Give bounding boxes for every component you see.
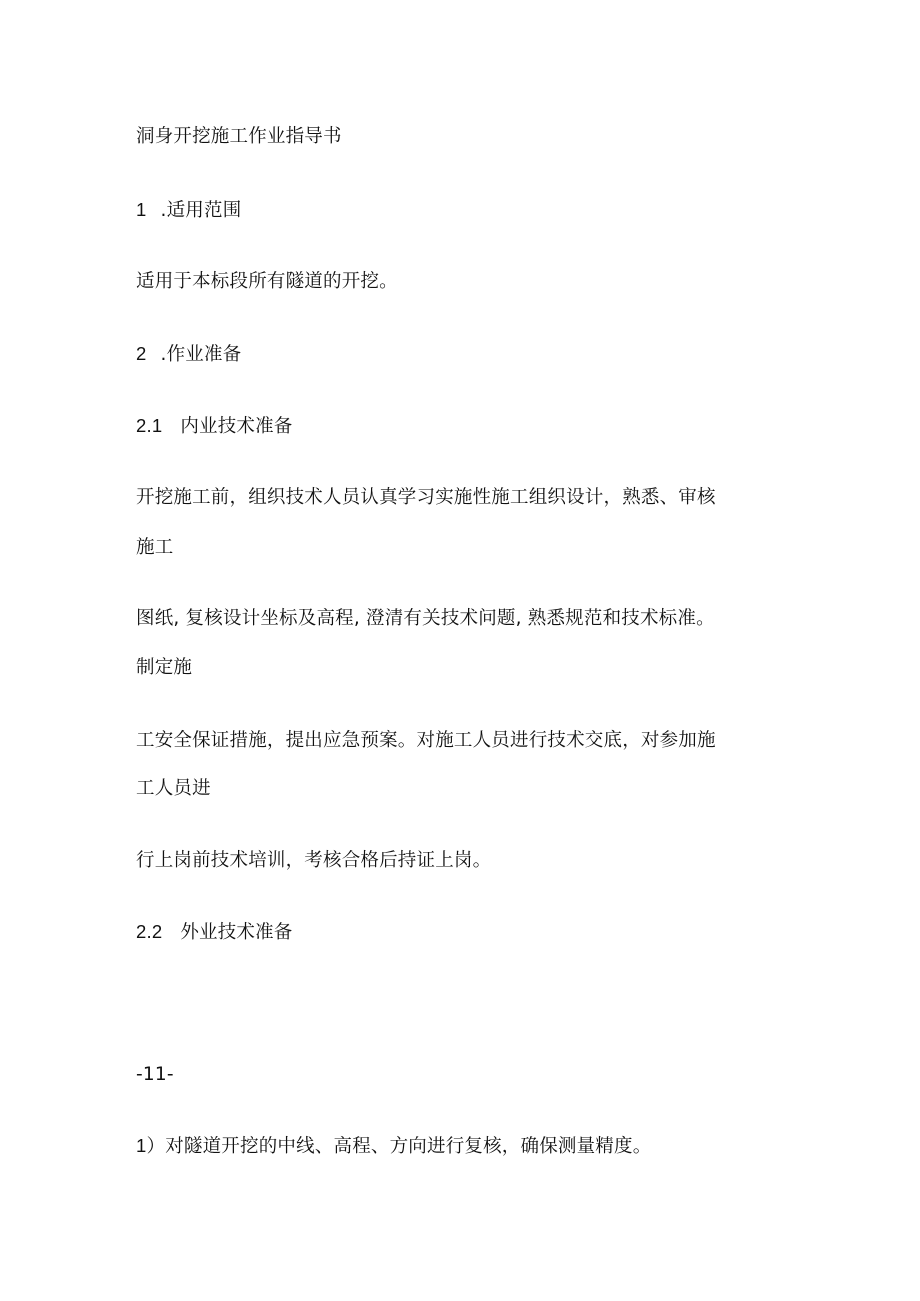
section-2-2-title: 外业技术准备: [180, 922, 293, 943]
list-item: [136, 1134, 651, 1159]
section-2-heading: [136, 342, 241, 367]
section-1-heading: [136, 198, 241, 223]
section-2-1-body-line: 行上岗前技术培训，考核合格后持证上岗。: [136, 850, 492, 871]
section-2-number: 2: [136, 343, 147, 364]
section-2-1-body-line: 工安全保证措施，提出应急预案。对施工人员进行技术交底，对参加施: [136, 730, 716, 751]
section-2-1-heading: [136, 414, 293, 439]
section-2-1-body-line: 制定施: [136, 657, 193, 678]
section-2-1-body-line: 开挖施工前，组织技术人员认真学习实施性施工组织设计，熟悉、审核: [136, 487, 716, 508]
section-2-1-body-line: 工人员进: [136, 778, 211, 799]
section-1-title: 适用范围: [166, 200, 242, 221]
document-title: 洞身开挖施工作业指导书: [136, 126, 342, 147]
list-item-number: 1: [136, 1135, 147, 1156]
section-2-2-heading: [136, 920, 293, 945]
section-2-separator: .: [160, 344, 167, 365]
page-number: -11-: [136, 1064, 174, 1085]
section-2-1-number: 2.1: [136, 415, 163, 436]
section-1-number: 1: [136, 199, 147, 220]
list-item-text: 对隧道开挖的中线、高程、方向进行复核，确保测量精度。: [165, 1136, 652, 1157]
section-2-title: 作业准备: [166, 344, 242, 365]
section-1-body: 适用于本标段所有隧道的开挖。: [136, 271, 398, 292]
section-2-2-number: 2.2: [136, 921, 163, 942]
section-1-separator: .: [160, 200, 167, 221]
section-2-1-body-line: 施工: [136, 537, 174, 558]
list-item-paren: ）: [146, 1136, 166, 1157]
section-2-1-body-line: 图纸, 复核设计坐标及高程, 澄清有关技术问题, 熟悉规范和技术标准。: [136, 608, 715, 629]
section-2-1-title: 内业技术准备: [180, 416, 293, 437]
